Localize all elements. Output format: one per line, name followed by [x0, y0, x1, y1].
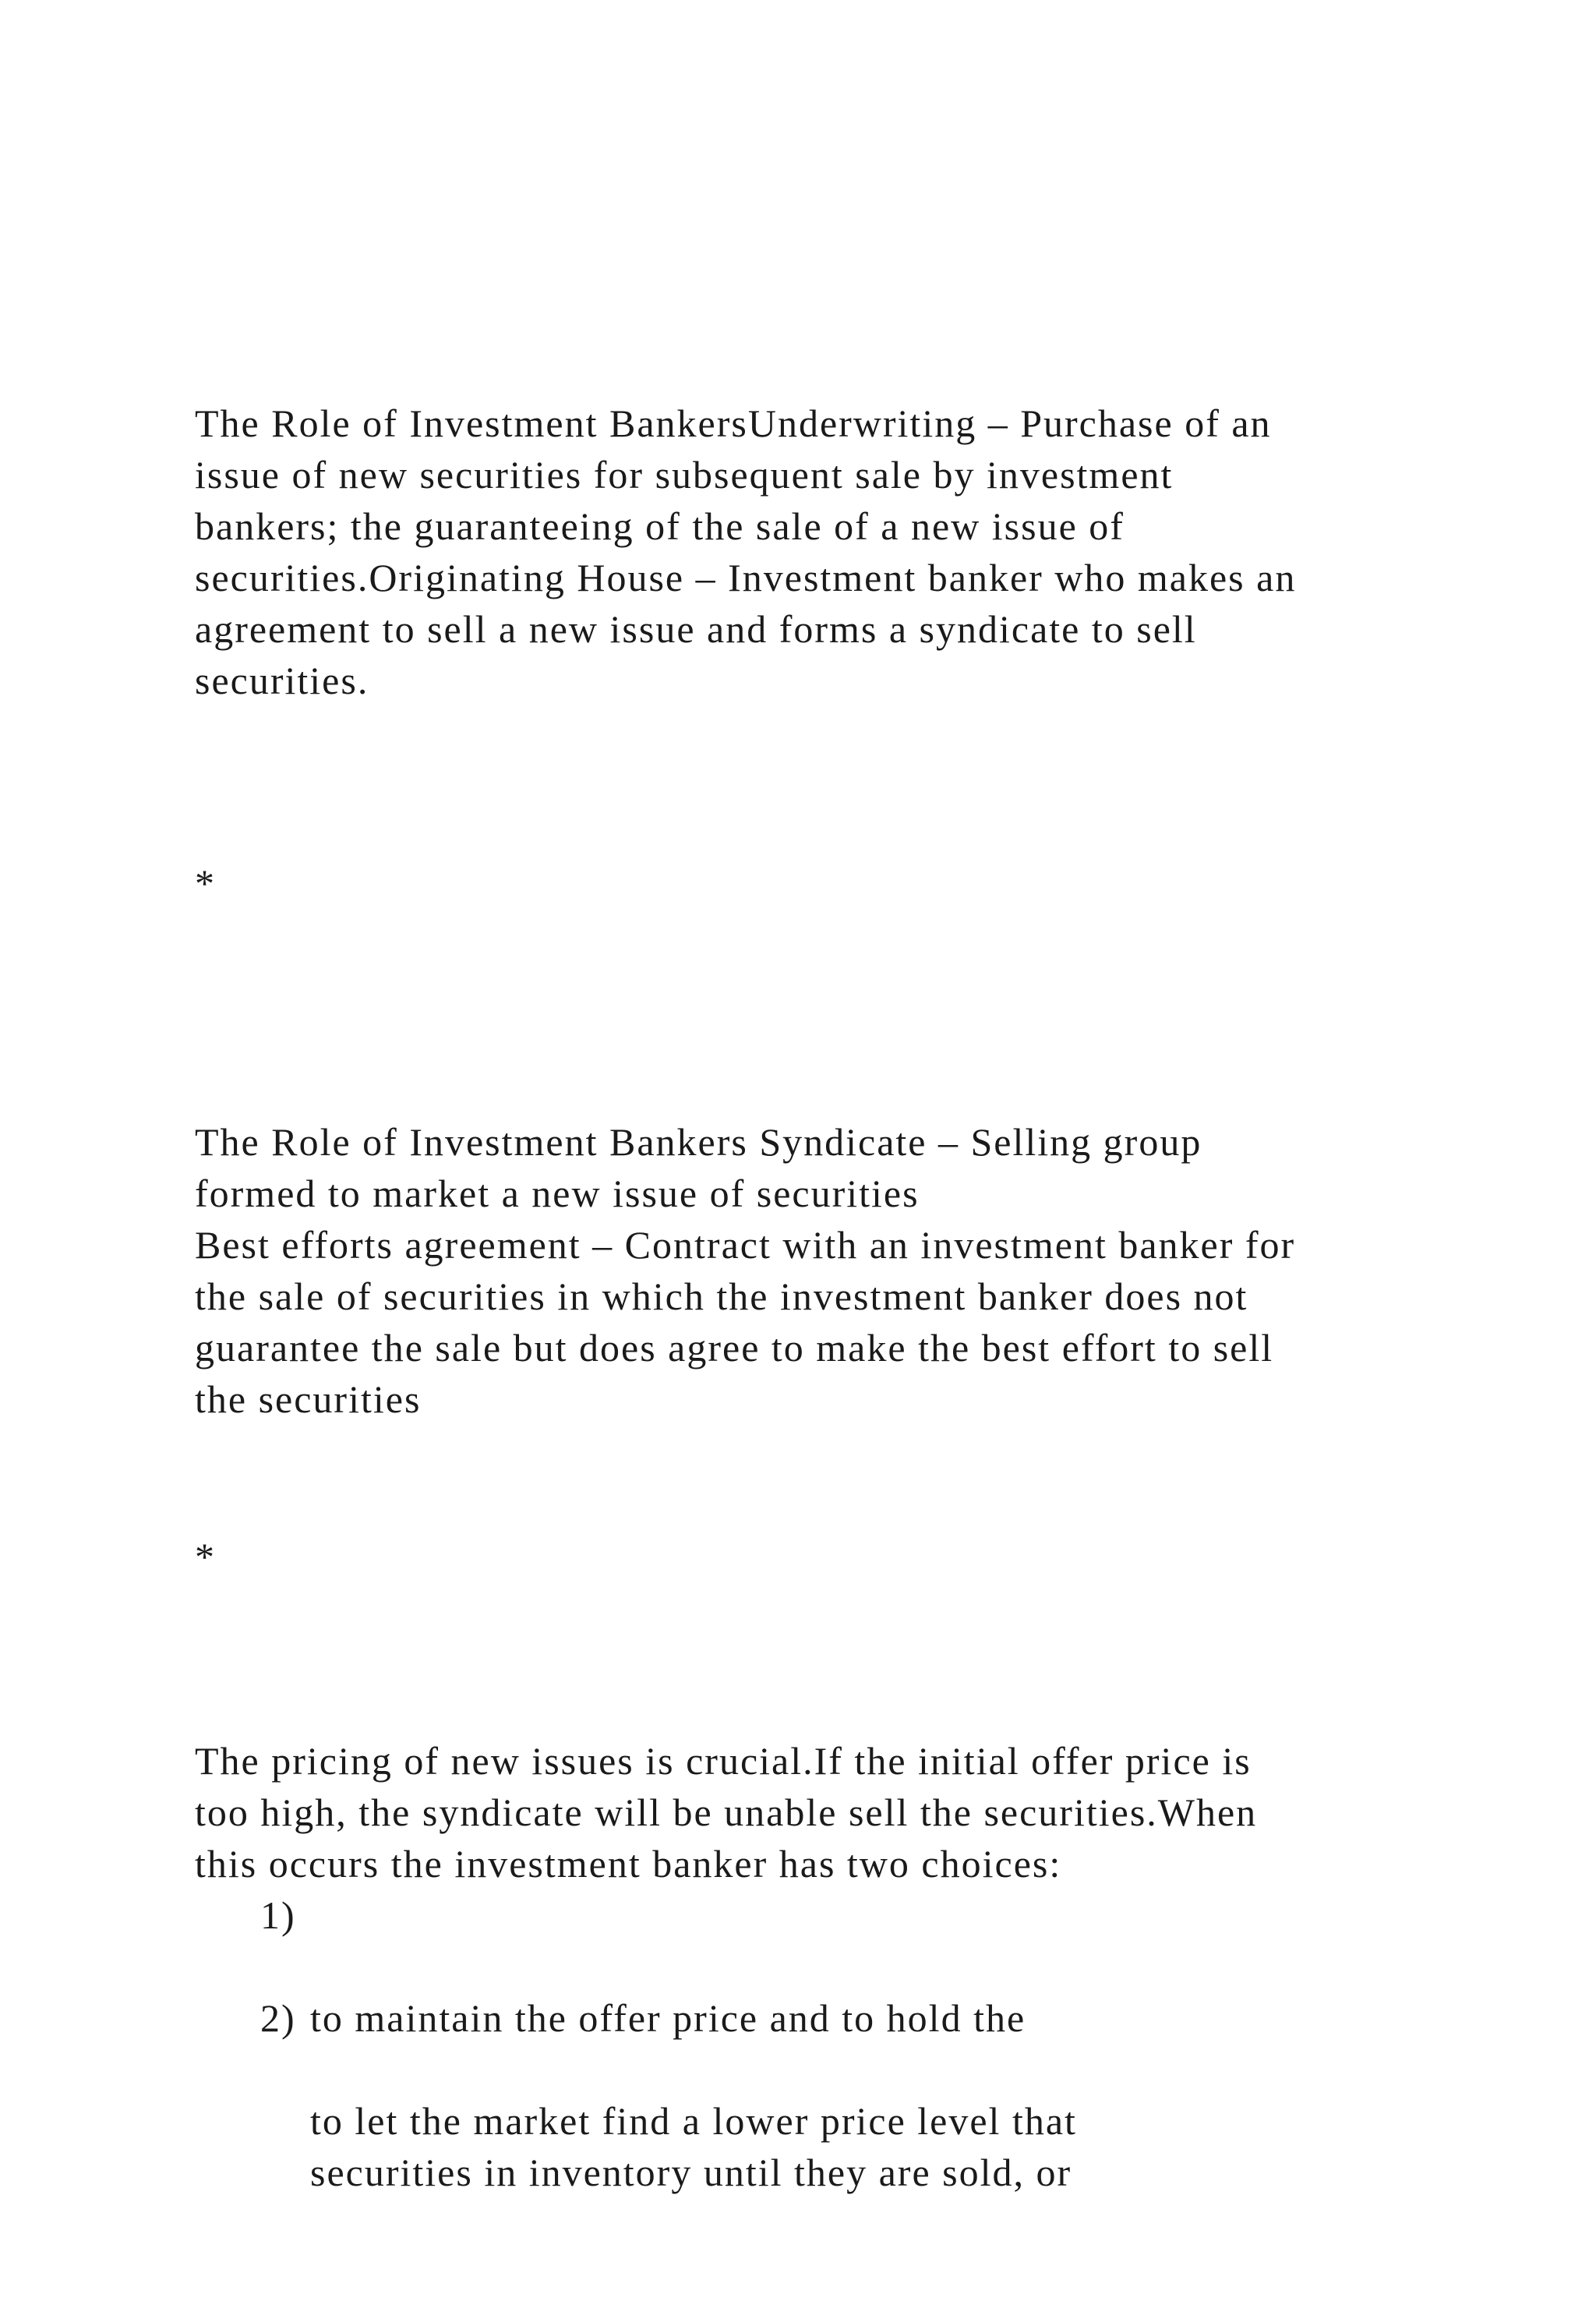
text-line: bankers; the guaranteeing of the sale of a new issue of	[195, 504, 1125, 548]
paragraph-underwriting	[195, 398, 1442, 706]
text-line: guarantee the sale but does agree to make the best effort to sell	[195, 1326, 1274, 1370]
list-text	[310, 1992, 1077, 2250]
paragraph-syndicate	[195, 1116, 1442, 1425]
text-line: issue of new securities for subsequent sale by investment	[195, 453, 1174, 497]
text-line: The Role of Investment BankersUnderwriting – Purchase of an	[195, 401, 1272, 445]
text-line: securities in inventory until they are sold, or	[310, 2151, 1072, 2194]
list-number: 2)	[260, 1996, 296, 2040]
list-number: 1)	[260, 1893, 296, 1937]
text-line: to let the market find a lower price level that	[310, 2099, 1077, 2143]
text-line: this occurs the investment banker has two choices:	[195, 1842, 1062, 1886]
paragraph-pricing	[195, 1735, 1442, 1889]
slide-separator-marker: *	[195, 1535, 214, 1578]
text-line: formed to market a new issue of securities	[195, 1172, 920, 1215]
text-line: the sale of securities in which the investment banker does not	[195, 1274, 1248, 1318]
text-line: The Role of Investment Bankers Syndicate – Selling group	[195, 1120, 1202, 1164]
text-line: securities.Originating House – Investment banker who makes an	[195, 556, 1297, 599]
text-line: securities.	[195, 659, 369, 702]
text-line: The pricing of new issues is crucial.If the initial offer price is	[195, 1739, 1252, 1783]
text-line: Best efforts agreement – Contract with an investment banker for	[195, 1223, 1296, 1267]
text-line: to maintain the offer price and to hold the	[310, 1996, 1026, 2040]
text-line: the securities	[195, 1377, 422, 1421]
slide-separator-marker: *	[195, 861, 214, 905]
text-line: agreement to sell a new issue and forms a syndicate to sell	[195, 607, 1197, 651]
text-line: too high, the syndicate will be unable sell the securities.When	[195, 1790, 1258, 1834]
